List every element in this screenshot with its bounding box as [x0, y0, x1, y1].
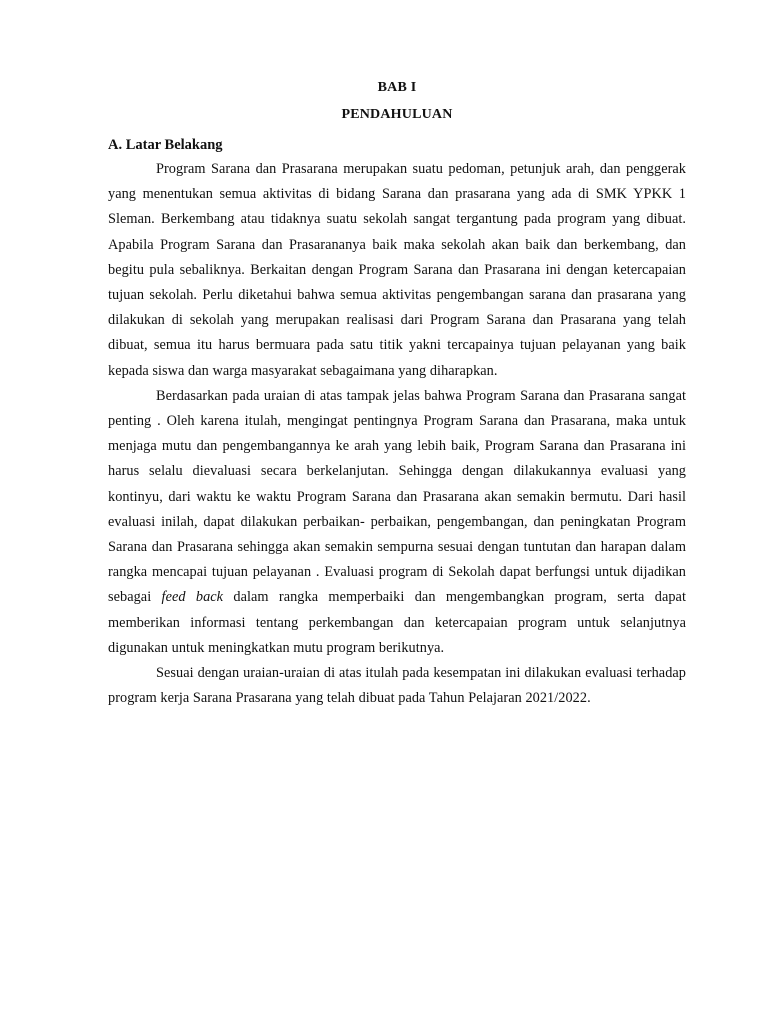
paragraph-2-text-end: dalam rangka memperbaiki dan mengembangkan program, serta dapat memberikan informasi tentang perkembangan dan ketercapaian program untuk selanjutnya digunakan untuk meningkatkan mutu program berikutnya.: [108, 589, 686, 656]
paragraph-2: [108, 384, 686, 661]
chapter-title: PENDAHULUAN: [341, 107, 453, 122]
paragraph-2-italic-term: feed back: [161, 589, 224, 606]
document-page: [108, 78, 686, 711]
paragraph-1: Program Sarana dan Prasarana merupakan suatu pedoman, petunjuk arah, dan penggerak yang menentukan semua aktivitas di bidang Sarana dan prasarana yang ada di SMK YPKK 1 Sleman. Berkembang atau tidaknya suatu sekolah sangat tergantung pada program yang dibuat. Apabila Program Sarana dan Prasarananya baik maka sekolah akan baik dan berkembang, dan begitu pula sebaliknya. Berkaitan dengan Program Sarana dan Prasarana ini dengan ketercapaian tujuan sekolah. Perlu diketahui bahwa semua aktivitas pengembangan sarana dan prasarana yang dilakukan di sekolah yang merupakan realisasi dari Program Sarana dan Prasarana yang telah dibuat, semua itu harus bermuara pada satu titik yakni tercapainya tujuan pelayanan yang baik kepada siswa dan warga masyarakat sebagaimana yang diharapkan.: [108, 161, 686, 379]
paragraph-3: Sesuai dengan uraian-uraian di atas itulah pada kesempatan ini dilakukan evaluasi terhadap program kerja Sarana Prasarana yang telah dibuat pada Tahun Pelajaran 2021/2022.: [108, 665, 686, 707]
paragraph-2-text-start: Berdasarkan pada uraian di atas tampak jelas bahwa Program Sarana dan Prasarana sangat penting . Oleh karena itulah, mengingat pentingnya Program Sarana dan Prasarana, maka untuk menjaga mutu dan pengembangannya ke arah yang lebih baik, Program Sarana dan Prasarana ini harus selalu dievaluasi secara berkelanjutan. Sehingga dengan dilakukannya evaluasi yang kontinyu, dari waktu ke waktu Program Sarana dan Prasarana akan semakin bermutu. Dari hasil evaluasi inilah, dapat dilakukan perbaikan- perbaikan, pengembangan, dan peningkatan Program Sarana dan Prasarana sehingga akan semakin sempurna sesuai dengan tuntutan dan harapan dalam rangka mencapai tujuan pelayanan . Evaluasi program di Sekolah dapat berfungsi untuk dijadikan sebagai: [108, 387, 686, 606]
chapter-number: BAB I: [377, 80, 417, 95]
section-title: A. Latar Belakang: [108, 137, 223, 153]
